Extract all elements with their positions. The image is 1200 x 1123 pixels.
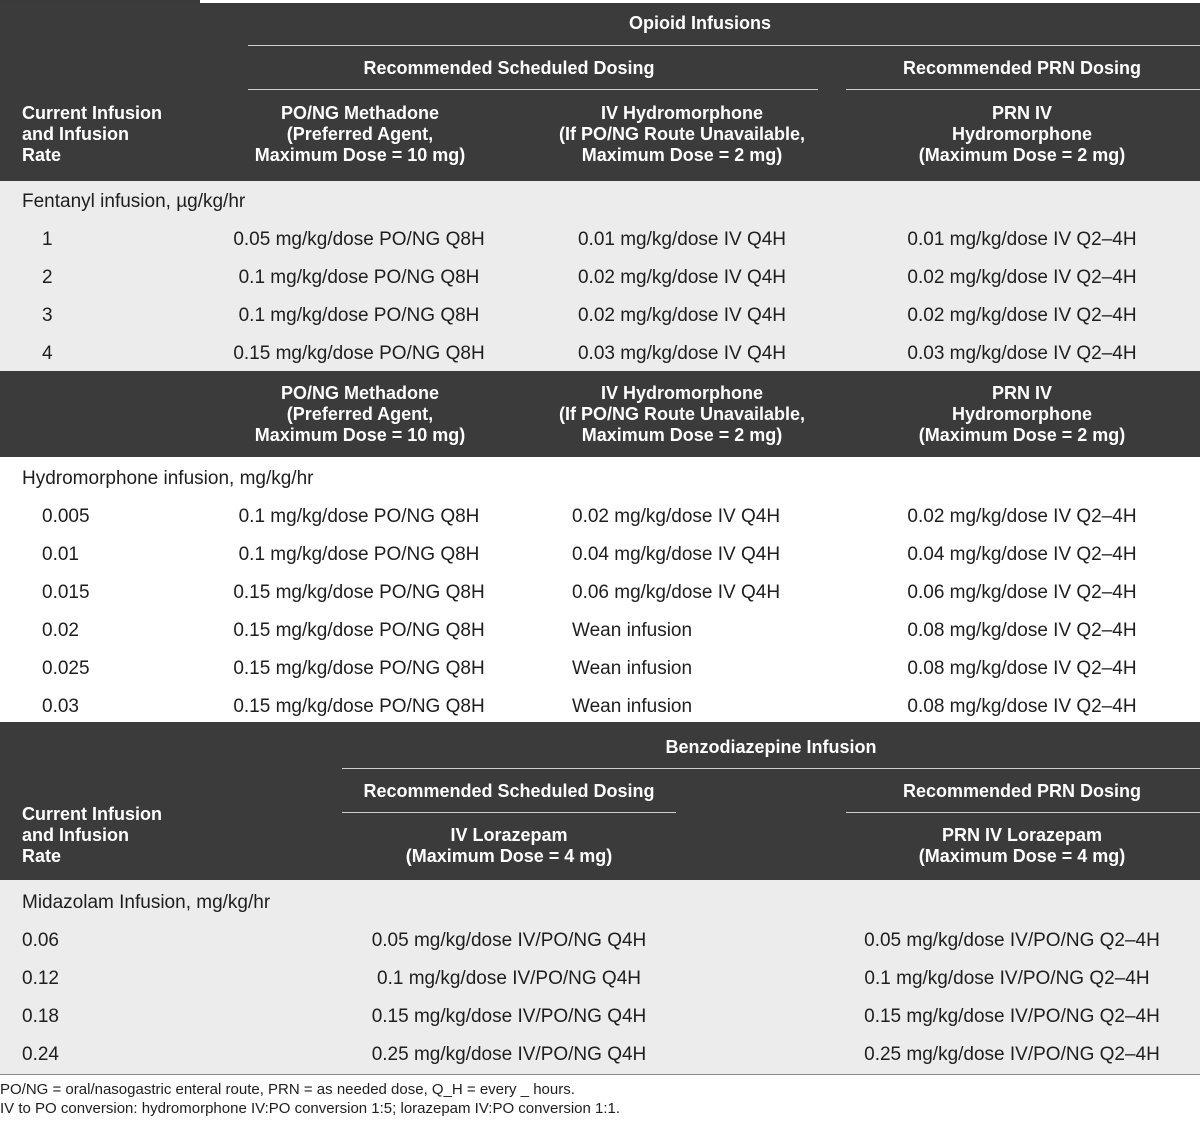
benzo-scheduled-group: Recommended Scheduled Dosing — [363, 781, 655, 801]
table-cell: 0.1 mg/kg/dose PO/NG Q8H — [238, 267, 480, 288]
benzo-title-rule — [342, 768, 1200, 769]
table-cell: 0.1 mg/kg/dose PO/NG Q8H — [238, 506, 480, 527]
table-cell: 0.15 mg/kg/dose PO/NG Q8H — [233, 582, 485, 603]
benzo-prn-group: Recommended PRN Dosing — [902, 781, 1142, 801]
benzo-first-col-header: Current Infusion and Infusion Rate — [22, 804, 162, 866]
footnote-abbreviations: PO/NG = oral/nasogastric enteral route, PRN = as needed dose, Q_H = every _ hours. — [0, 1081, 575, 1098]
table-cell: 0.15 mg/kg/dose PO/NG Q8H — [233, 696, 485, 717]
table-cell: 0.05 mg/kg/dose IV/PO/NG Q2–4H — [864, 930, 1160, 951]
table-cell: 0.03 mg/kg/dose IV Q2–4H — [907, 343, 1137, 364]
midazolam-section — [0, 880, 1200, 1074]
table-cell: 0.1 mg/kg/dose IV/PO/NG Q4H — [377, 968, 641, 989]
fentanyl-section — [0, 181, 1200, 371]
table-cell: 0.025 — [42, 658, 90, 679]
table-cell: 0.15 mg/kg/dose PO/NG Q8H — [233, 620, 485, 641]
opioid-prn-group: Recommended PRN Dosing — [902, 58, 1142, 78]
table-cell: 0.03 — [42, 696, 79, 717]
table-cell: 0.15 mg/kg/dose PO/NG Q8H — [233, 343, 485, 364]
table-cell: 0.04 mg/kg/dose IV Q2–4H — [907, 544, 1137, 565]
table-cell: 0.08 mg/kg/dose IV Q2–4H — [907, 620, 1137, 641]
table-cell: 0.1 mg/kg/dose IV/PO/NG Q2–4H — [864, 968, 1150, 989]
opioid-header-band — [0, 3, 1200, 181]
iv-hydromorphone-col-header: IV Hydromorphone (If PO/NG Route Unavailable, Maximum Dose = 2 mg) — [558, 103, 806, 165]
table-cell: 0.25 mg/kg/dose IV/PO/NG Q4H — [371, 1044, 647, 1065]
table-cell: 2 — [42, 267, 53, 288]
methadone-col-header: PO/NG Methadone (Preferred Agent, Maximum Dose = 10 mg) — [254, 103, 466, 165]
fentanyl-label: Fentanyl infusion, µg/kg/hr — [22, 191, 246, 212]
hydromorphone-label: Hydromorphone infusion, mg/kg/hr — [22, 468, 314, 489]
opioid-prn-rule — [846, 89, 1200, 90]
table-cell: 0.15 mg/kg/dose IV/PO/NG Q4H — [371, 1006, 647, 1027]
benzo-title: Benzodiazepine Infusion — [665, 737, 877, 757]
table-cell: 0.06 mg/kg/dose IV Q4H — [572, 582, 781, 603]
table-cell: 0.02 mg/kg/dose IV Q4H — [577, 267, 787, 288]
table-cell: 0.01 — [42, 544, 79, 565]
table-cell: 0.08 mg/kg/dose IV Q2–4H — [907, 696, 1137, 717]
hydromorphone-header-band — [0, 371, 1200, 457]
table-cell: 0.02 mg/kg/dose IV Q2–4H — [907, 506, 1137, 527]
lorazepam-col-header: IV Lorazepam (Maximum Dose = 4 mg) — [405, 825, 613, 866]
table-cell: 0.02 — [42, 620, 79, 641]
table-cell: 0.18 — [22, 1006, 59, 1027]
table-cell: 0.1 mg/kg/dose PO/NG Q8H — [238, 544, 480, 565]
iv-hydromorphone-col-header-repeat: IV Hydromorphone (If PO/NG Route Unavailable, Maximum Dose = 2 mg) — [558, 383, 806, 445]
table-cell: 0.02 mg/kg/dose IV Q2–4H — [907, 305, 1137, 326]
hydromorphone-section — [0, 457, 1200, 722]
table-cell: 0.01 mg/kg/dose IV Q4H — [577, 229, 787, 250]
table-cell: 0.12 — [22, 968, 59, 989]
table-cell: 0.02 mg/kg/dose IV Q4H — [577, 305, 787, 326]
opioid-title: Opioid Infusions — [629, 13, 771, 33]
table-cell: Wean infusion — [572, 620, 693, 641]
table-cell: 0.08 mg/kg/dose IV Q2–4H — [907, 658, 1137, 679]
prn-lorazepam-col-header: PRN IV Lorazepam (Maximum Dose = 4 mg) — [918, 825, 1126, 866]
table-cell: 0.15 mg/kg/dose IV/PO/NG Q2–4H — [864, 1006, 1160, 1027]
table-cell: 0.01 mg/kg/dose IV Q2–4H — [907, 229, 1137, 250]
opioid-first-col-header: Current Infusion and Infusion Rate — [22, 103, 162, 165]
footnotes — [0, 1080, 1200, 1118]
table-cell: 0.25 mg/kg/dose IV/PO/NG Q2–4H — [864, 1044, 1160, 1065]
table-cell: 0.05 mg/kg/dose IV/PO/NG Q4H — [371, 930, 647, 951]
opioid-scheduled-rule — [248, 89, 818, 90]
table-cell: 0.04 mg/kg/dose IV Q4H — [572, 544, 781, 565]
table-cell: 1 — [42, 229, 53, 250]
table-cell: 0.06 mg/kg/dose IV Q2–4H — [907, 582, 1137, 603]
table-cell: 0.05 mg/kg/dose PO/NG Q8H — [233, 229, 485, 250]
table-cell: 0.02 mg/kg/dose IV Q2–4H — [907, 267, 1137, 288]
table-cell: 0.005 — [42, 506, 90, 527]
opioid-scheduled-group: Recommended Scheduled Dosing — [363, 58, 655, 78]
table-cell: 0.1 mg/kg/dose PO/NG Q8H — [238, 305, 480, 326]
table-bottom-rule — [0, 1074, 1200, 1075]
methadone-col-header-repeat: PO/NG Methadone (Preferred Agent, Maximum Dose = 10 mg) — [254, 383, 466, 445]
table-cell: 0.15 mg/kg/dose PO/NG Q8H — [233, 658, 485, 679]
prn-hydromorphone-col-header-repeat: PRN IV Hydromorphone (Maximum Dose = 2 mg) — [918, 383, 1126, 445]
table-cell: Wean infusion — [572, 696, 693, 717]
prn-hydromorphone-col-header: PRN IV Hydromorphone (Maximum Dose = 2 mg) — [918, 103, 1126, 165]
midazolam-label: Midazolam Infusion, mg/kg/hr — [22, 892, 271, 913]
benzo-header-band — [0, 722, 1200, 880]
footnote-conversion: IV to PO conversion: hydromorphone IV:PO conversion 1:5; lorazepam IV:PO conversion 1:1. — [0, 1100, 621, 1117]
benzo-prn-rule — [846, 812, 1200, 813]
table-cell: 0.02 mg/kg/dose IV Q4H — [572, 506, 781, 527]
table-cell: Wean infusion — [572, 658, 693, 679]
table-cell: 3 — [42, 305, 53, 326]
opioid-title-rule — [248, 45, 1200, 46]
table-cell: 0.06 — [22, 930, 59, 951]
table-cell: 0.03 mg/kg/dose IV Q4H — [577, 343, 787, 364]
table-cell: 0.015 — [42, 582, 90, 603]
benzo-scheduled-rule — [342, 812, 676, 813]
table-cell: 0.24 — [22, 1044, 59, 1065]
table-cell: 4 — [42, 343, 53, 364]
